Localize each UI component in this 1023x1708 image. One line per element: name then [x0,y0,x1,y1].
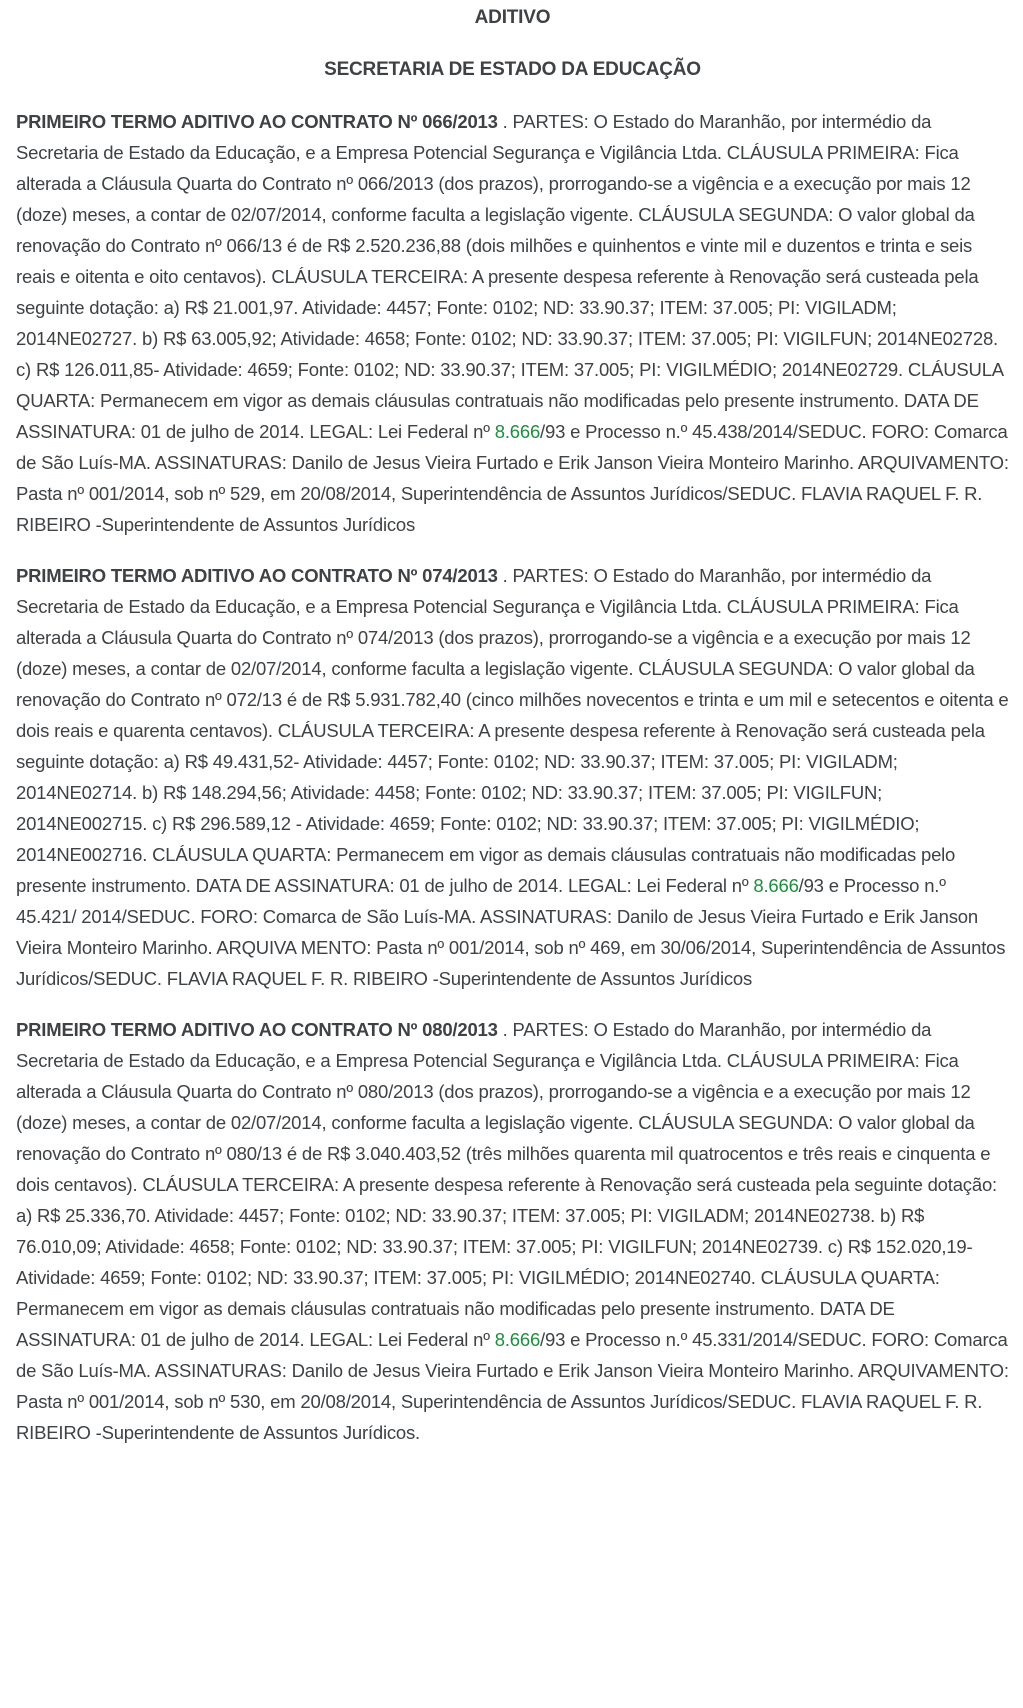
contract-080-text-before-link: . PARTES: O Estado do Maranhão, por intermédio da Secretaria de Estado da Educação, e a Empresa Potencial Segurança e Vigilância Ltda. CLÁUSULA PRIMEIRA: Fica alterada a Cláusula Quarta do Contrato nº 080/2013 (dos prazos), prorrogando-se a vigência e a execução por mais 12 (doze) meses, a contar de 02/07/2014, conforme faculta a legislação vigente. CLÁUSULA SEGUNDA: O valor global da renovação do Contrato nº 080/13 é de R$ 3.040.403,52 (três milhões quarenta mil quatrocentos e três reais e cinquenta e dois centavos). CLÁUSULA TERCEIRA: A presente despesa referente à Renovação será custeada pela seguinte dotação: a) R$ 25.336,70. Atividade: 4457; Fonte: 0102; ND: 33.90.37; ITEM: 37.005; PI: VIGILADM; 2014NE02738. b) R$ 76.010,09; Atividade: 4658; Fonte: 0102; ND: 33.90.37; ITEM: 37.005; PI: VIGILFUN; 2014NE02739. c) R$ 152.020,19- Atividade: 4659; Fonte: 0102; ND: 33.90.37; ITEM: 37.005; PI: VIGILMÉDIO; 2014NE02740. CLÁUSULA QUARTA: Permanecem em vigor as demais cláusulas contratuais não modificadas pelo presente instrumento. DATA DE ASSINATURA: 01 de julho de 2014. LEGAL: Lei Federal nº [16,1019,997,1350]
document-body [16,106,1009,1448]
law-8666-link[interactable]: 8.666 [494,421,541,442]
contract-entry-080 [16,1014,1009,1448]
contract-080-heading: PRIMEIRO TERMO ADITIVO AO CONTRATO Nº 080/2013 [16,1019,498,1040]
law-8666-link[interactable]: 8.666 [753,875,799,896]
contract-066-text-after-link: /93 e Processo n.º 45.438/2014/SEDUC. FORO: Comarca de São Luís-MA. ASSINATURAS: Danilo de Jesus Vieira Furtado e Erik Janson Vieira Monteiro Marinho. ARQUIVAMENTO: Pasta nº 001/2014, sob nº 529, em 20/08/2014, Superintendência de Assuntos Jurídicos/SEDUC. FLAVIA RAQUEL F. R. RIBEIRO -Superintendente de Assuntos Jurídicos [16,421,1009,535]
document-title: ADITIVO [474,7,551,28]
law-8666-link[interactable]: 8.666 [494,1329,541,1350]
contract-074-text-after-link: /93 e Processo n.º 45.421/ 2014/SEDUC. FORO: Comarca de São Luís-MA. ASSINATURAS: Danilo de Jesus Vieira Furtado e Erik Janson Vieira Monteiro Marinho. ARQUIVA MENTO: Pasta nº 001/2014, sob nº 469, em 30/06/2014, Superintendência de Assuntos Jurídicos/SEDUC. FLAVIA RAQUEL F. R. RIBEIRO -Superintendente de Assuntos Jurídicos [16,875,1006,989]
contract-entry-066 [16,106,1009,540]
contract-066-heading: PRIMEIRO TERMO ADITIVO AO CONTRATO Nº 066/2013 [16,111,498,132]
contract-080-text-after-link: /93 e Processo n.º 45.331/2014/SEDUC. FORO: Comarca de São Luís-MA. ASSINATURAS: Danilo de Jesus Vieira Furtado e Erik Janson Vieira Monteiro Marinho. ARQUIVAMENTO: Pasta nº 001/2014, sob nº 530, em 20/08/2014, Superintendência de Assuntos Jurídicos/SEDUC. FLAVIA RAQUEL F. R. RIBEIRO -Superintendente de Assuntos Jurídicos. [16,1329,1009,1443]
contract-066-text-before-link: . PARTES: O Estado do Maranhão, por intermédio da Secretaria de Estado da Educação, e a Empresa Potencial Segurança e Vigilância Ltda. CLÁUSULA PRIMEIRA: Fica alterada a Cláusula Quarta do Contrato nº 066/2013 (dos prazos), prorrogando-se a vigência e a execução por mais 12 (doze) meses, a contar de 02/07/2014, conforme faculta a legislação vigente. CLÁUSULA SEGUNDA: O valor global da renovação do Contrato nº 066/13 é de R$ 2.520.236,88 (dois milhões e quinhentos e vinte mil e duzentos e trinta e seis reais e oitenta e oito centavos). CLÁUSULA TERCEIRA: A presente despesa referente à Renovação será custeada pela seguinte dotação: a) R$ 21.001,97. Atividade: 4457; Fonte: 0102; ND: 33.90.37; ITEM: 37.005; PI: VIGILADM; 2014NE02727. b) R$ 63.005,92; Atividade: 4658; Fonte: 0102; ND: 33.90.37; ITEM: 37.005; PI: VIGILFUN; 2014NE02728. c) R$ 126.011,85- Atividade: 4659; Fonte: 0102; ND: 33.90.37; ITEM: 37.005; PI: VIGILMÉDIO; 2014NE02729. CLÁUSULA QUARTA: Permanecem em vigor as demais cláusulas contratuais não modificadas pelo presente instrumento. DATA DE ASSINATURA: 01 de julho de 2014. LEGAL: Lei Federal nº [16,111,1003,442]
contract-074-heading: PRIMEIRO TERMO ADITIVO AO CONTRATO Nº 074/2013 [16,565,498,586]
section-title: SECRETARIA DE ESTADO DA EDUCAÇÃO [324,59,701,80]
contract-entry-074 [16,560,1009,994]
contract-074-text-before-link: . PARTES: O Estado do Maranhão, por intermédio da Secretaria de Estado da Educação, e a Empresa Potencial Segurança e Vigilância Ltda. CLÁUSULA PRIMEIRA: Fica alterada a Cláusula Quarta do Contrato nº 074/2013 (dos prazos), prorrogando-se a vigência e a execução por mais 12 (doze) meses, a contar de 02/07/2014, conforme faculta a legislação vigente. CLÁUSULA SEGUNDA: O valor global da renovação do Contrato nº 072/13 é de R$ 5.931.782,40 (cinco milhões novecentos e trinta e um mil e setecentos e oitenta e dois reais e quarenta centavos). CLÁUSULA TERCEIRA: A presente despesa referente à Renovação será custeada pela seguinte dotação: a) R$ 49.431,52- Atividade: 4457; Fonte: 0102; ND: 33.90.37; ITEM: 37.005; PI: VIGILADM; 2014NE02714. b) R$ 148.294,56; Atividade: 4458; Fonte: 0102; ND: 33.90.37; ITEM: 37.005; PI: VIGILFUN; 2014NE002715. c) R$ 296.589,12 - Atividade: 4659; Fonte: 0102; ND: 33.90.37; ITEM: 37.005; PI: VIGILMÉDIO; 2014NE002716. CLÁUSULA QUARTA: Permanecem em vigor as demais cláusulas contratuais não modificadas pelo presente instrumento. DATA DE ASSINATURA: 01 de julho de 2014. LEGAL: Lei Federal nº [16,565,1009,896]
